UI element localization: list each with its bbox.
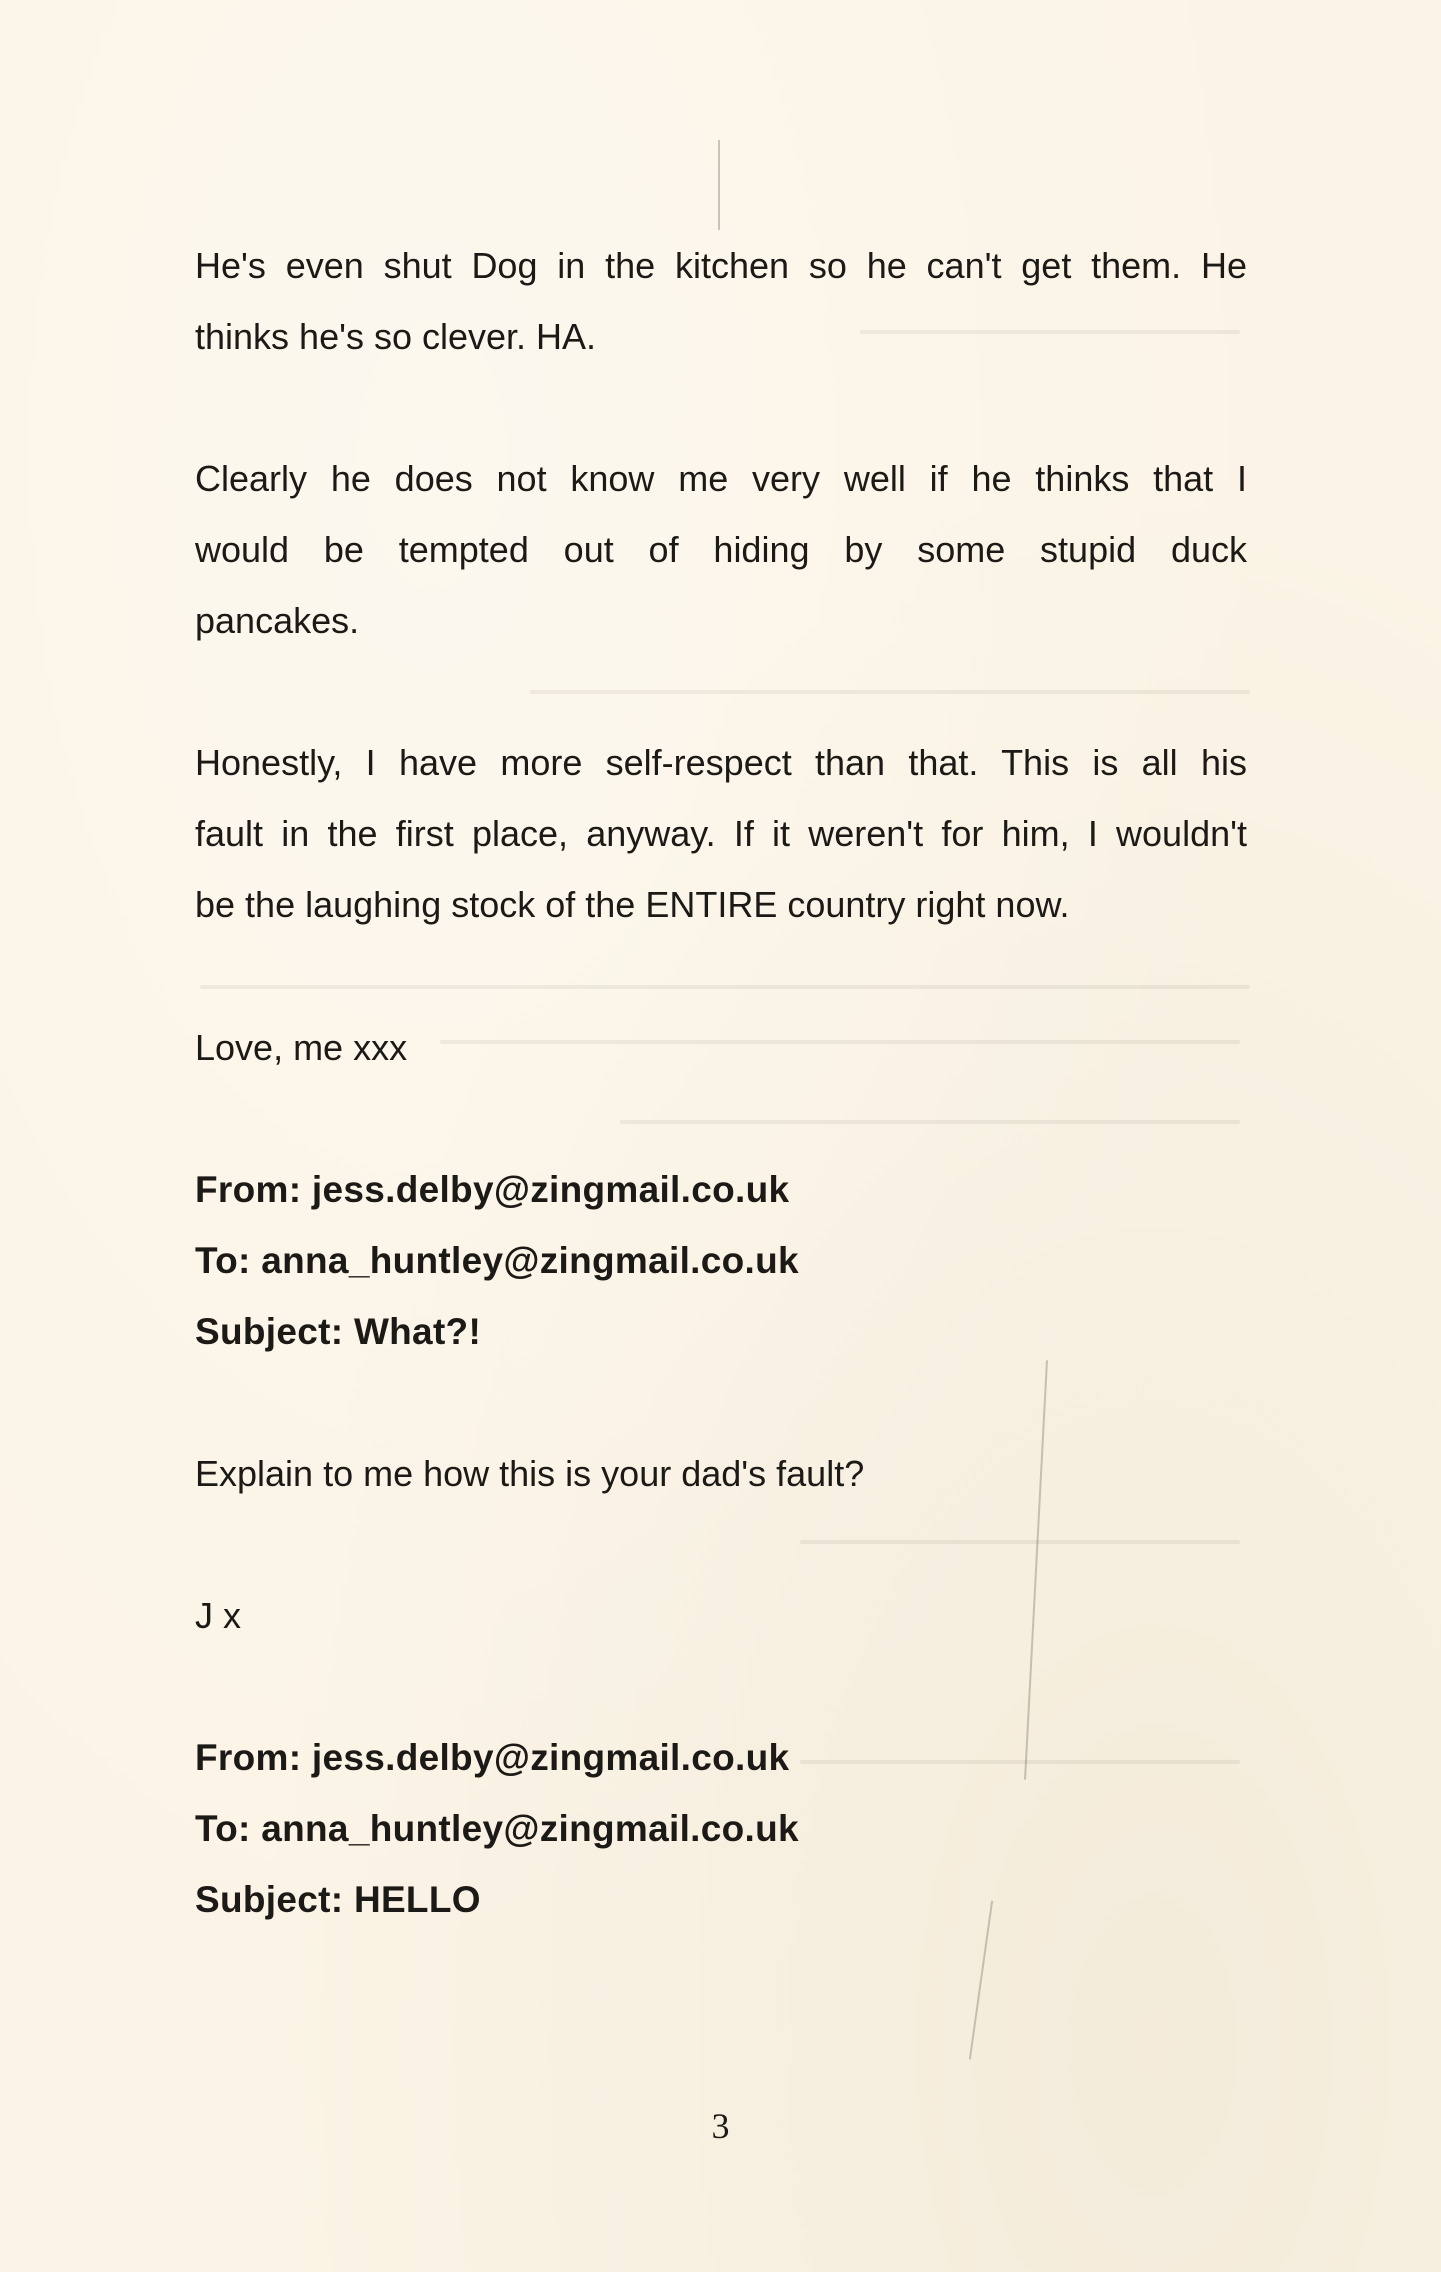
text-line: Clearly he does not know me very well if he thinks that I xyxy=(195,458,1247,499)
email-from: From: jess.delby@zingmail.co.uk xyxy=(195,1737,790,1778)
email-body-1 xyxy=(195,1438,1247,1509)
email-subject: Subject: HELLO xyxy=(195,1879,481,1920)
signoff xyxy=(195,1012,1247,1083)
email-header-2 xyxy=(195,1722,1247,1935)
text-line: would be tempted out of hiding by some stupid duck xyxy=(195,529,1247,570)
paragraph-1 xyxy=(195,230,1247,372)
email-header-1 xyxy=(195,1154,1247,1367)
text-line: J x xyxy=(195,1595,242,1636)
paragraph-3 xyxy=(195,727,1247,940)
email-to: To: anna_huntley@zingmail.co.uk xyxy=(195,1808,799,1849)
text-line: pancakes. xyxy=(195,600,360,641)
email-subject: Subject: What?! xyxy=(195,1311,482,1352)
text-line: thinks he's so clever. HA. xyxy=(195,316,597,357)
paper-crease xyxy=(718,140,720,230)
show-through-text xyxy=(620,1120,1240,1124)
text-line: be the laughing stock of the ENTIRE country right now. xyxy=(195,884,1070,925)
text-line: Explain to me how this is your dad's fault? xyxy=(195,1453,865,1494)
text-line: Honestly, I have more self-respect than that. This is all his xyxy=(195,742,1247,783)
email-from: From: jess.delby@zingmail.co.uk xyxy=(195,1169,790,1210)
show-through-text xyxy=(530,690,1250,694)
show-through-text xyxy=(200,985,1250,989)
paragraph-2 xyxy=(195,443,1247,656)
email-signoff-1 xyxy=(195,1580,1247,1651)
text-line: Love, me xxx xyxy=(195,1027,408,1068)
show-through-text xyxy=(800,1540,1240,1544)
email-to: To: anna_huntley@zingmail.co.uk xyxy=(195,1240,799,1281)
paper-crease xyxy=(1024,1360,1048,1780)
page-number: 3 xyxy=(711,2106,730,2146)
text-line: He's even shut Dog in the kitchen so he can't get them. He xyxy=(195,245,1247,286)
text-line: fault in the first place, anyway. If it weren't for him, I wouldn't xyxy=(195,813,1247,854)
